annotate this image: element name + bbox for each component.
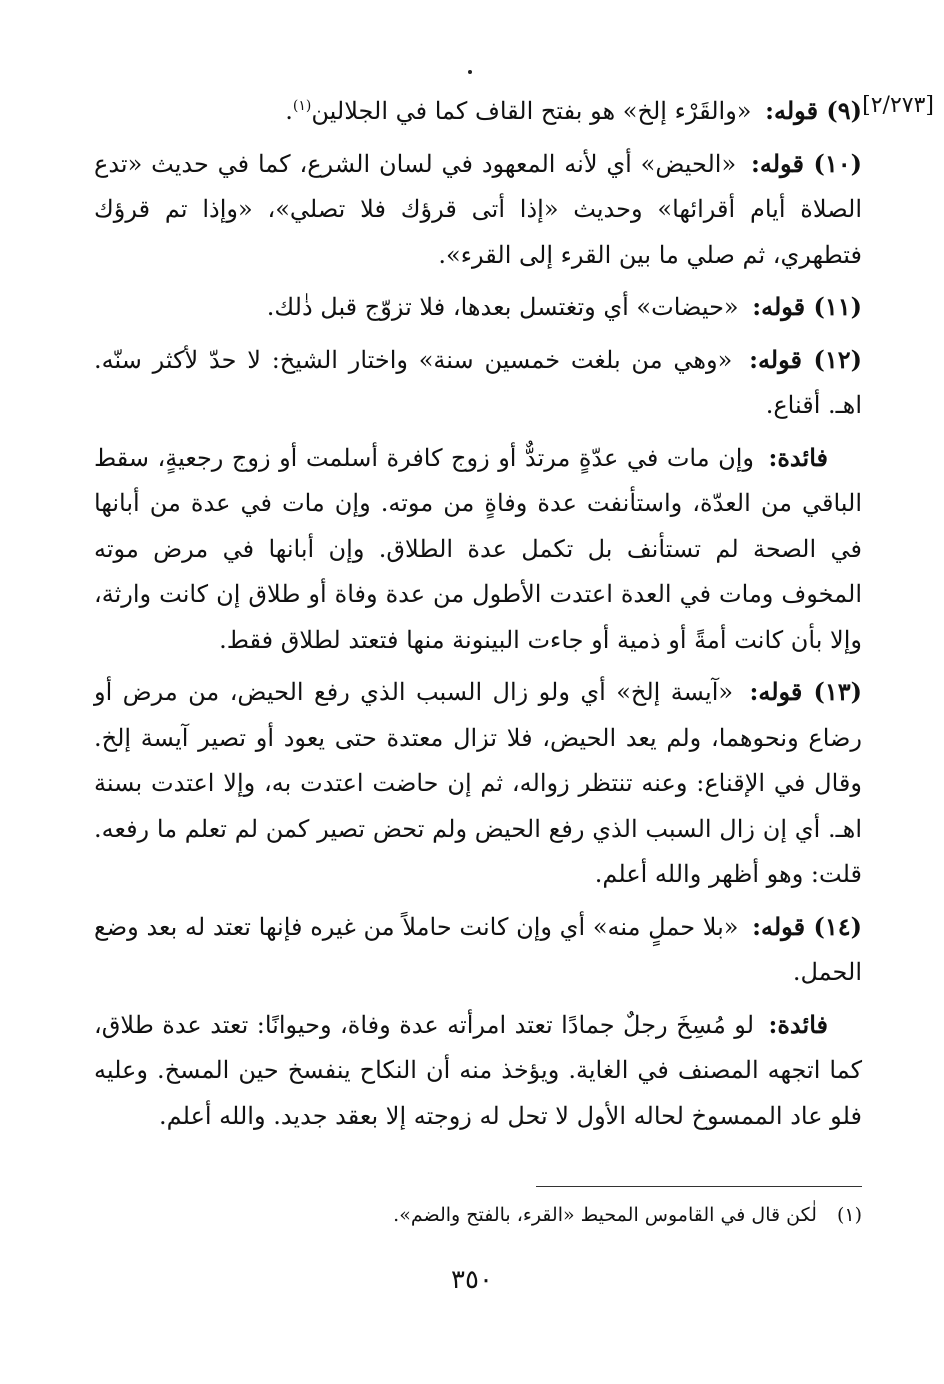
footnote-reference-1[interactable]: (١) — [292, 98, 312, 114]
paragraph-benefit-1 — [94, 435, 862, 664]
note-12-text: «وهي من بلغت خمسين سنة» واختار الشيخ: لا حدّ لأكثر سنّه. اهـ. أقناع. — [94, 345, 862, 419]
benefit-2-text: لو مُسِخَ رجلٌ جمادًا تعتد امرأته عدة وفاة، وحيوانًا: تعتد عدة طلاق، كما اتجهه المصنف في الغاية. ويؤخذ منه أن النكاح ينفسخ حين المسخ. وعليه فلو عاد الممسوخ لحاله الأول لا تحل له زوجته إلا بعقد جديد. والله أعلم. — [94, 1010, 862, 1130]
benefit-1-text: وإن مات في عدّةٍ مرتدٌّ أو زوج كافرة أسلمت أو زوج رجعيةٍ، سقط الباقي من العدّة، واستأنفت عدة وفاةٍ من موته. وإن مات في عدة من أبانها في الصحة لم تستأنف بل تكمل عدة الطلاق. وإن أبانها في مرض موته المخوف ومات في العدة اعتدت الأطول من عدة وفاة أو طلاق إن كانت وارثة، وإلا بأن كانت أمةً أو ذمية أو جاءت البينونة منها فتعتد لطلاق فقط. — [94, 443, 862, 654]
main-text — [94, 88, 862, 1145]
paragraph-note-13 — [94, 669, 862, 898]
note-11-text: «حيضات» أي وتغتسل بعدها، فلا تزوّج قبل ذٰلك. — [266, 293, 739, 321]
note-9-tail: . — [285, 97, 293, 125]
volume-page-marker: [٢/٢٧٣] — [862, 93, 934, 118]
paragraph-note-14 — [94, 904, 862, 996]
paragraph-benefit-2 — [94, 1002, 862, 1140]
paragraph-note-12 — [94, 337, 862, 429]
benefit-1-lead: فائدة: — [768, 442, 828, 472]
note-9-text: «والقَرْء إلخ» هو بفتح القاف كما في الجلالين — [311, 97, 752, 125]
footnote-1 — [94, 1200, 862, 1230]
note-11-lead: (١١) قوله: — [752, 292, 862, 321]
footnote-number: (١) — [836, 1204, 862, 1226]
note-14-text: «بلا حملٍ منه» أي وإن كانت حاملاً من غيره فإنها تعتد له بعد وضع الحمل. — [94, 912, 862, 986]
page-number: ٣٥٠ — [451, 1265, 493, 1295]
paragraph-note-10 — [94, 141, 862, 279]
header-dot — [468, 70, 472, 74]
note-13-text: «آيسة إلخ» أي ولو زال السبب الذي رفع الحيض، من مرض أو رضاع ونحوهما، ولم يعد الحيض، فلا تزال معتدة حتى يعود أو تصير آيسة إلخ. وقال في الإقناع: وعنه تنتظر زواله، ثم إن حاضت اعتدت به، وإلا اعتدت بسنة اهـ. أي إن زال السبب الذي رفع الحيض ولم تحض تصير كمن لم تعلم ما رفعه. قلت: وهو أظهر والله أعلم. — [94, 678, 862, 888]
note-9-lead: (٩) قوله: — [765, 96, 862, 125]
note-10-lead: (١٠) قوله: — [751, 148, 862, 178]
note-12-lead: (١٢) قوله: — [749, 344, 862, 374]
footnote-text: لٰكن قال في القاموس المحيط «القرء، بالفتح والضم». — [393, 1204, 817, 1226]
note-13-lead: (١٣) قوله: — [749, 677, 862, 706]
paragraph-note-11 — [94, 284, 862, 331]
paragraph-note-9 — [94, 88, 862, 135]
footnote-divider — [536, 1186, 862, 1187]
note-14-lead: (١٤) قوله: — [752, 911, 862, 941]
benefit-2-lead: فائدة: — [768, 1009, 828, 1039]
note-10-text: «الحيض» أي لأنه المعهود في لسان الشرع، كما في حديث «تدع الصلاة أيام أقرائها» وحديث «إذا أتى قرؤك فلا تصلي»، «وإذا تم قرؤك فتطهري، ثم صلي ما بين القرء إلى القرء». — [94, 149, 862, 269]
